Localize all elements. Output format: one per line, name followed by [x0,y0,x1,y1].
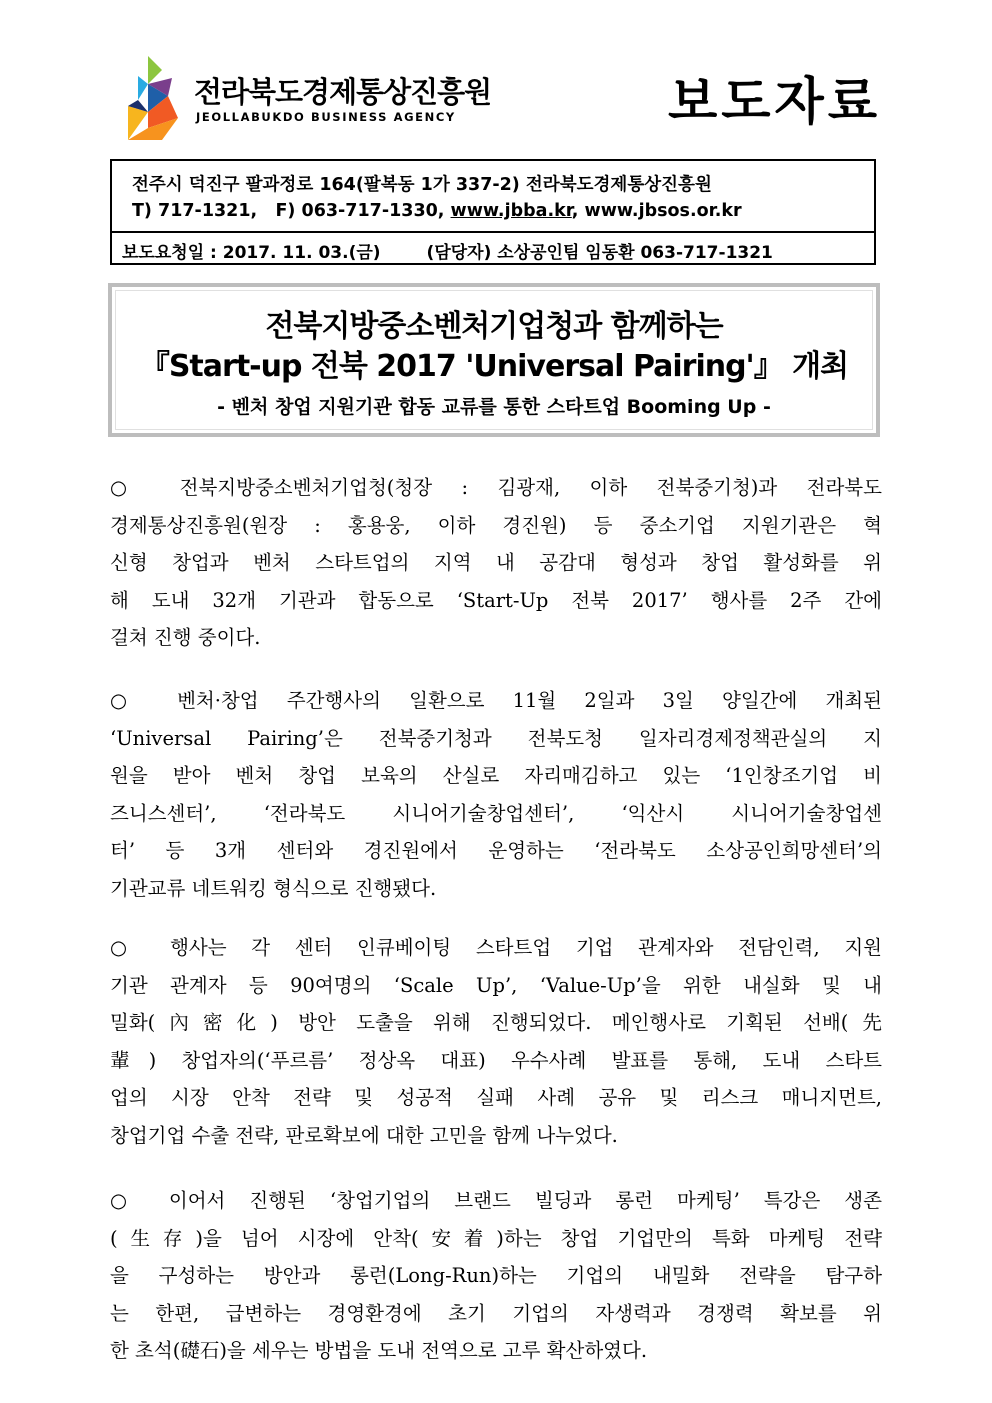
text-line: 해 도내 32개 기관과 합동으로 ‘Start-Up 전북 2017’ 행사를 2주 간에 [110,588,882,612]
org-logo [128,56,492,140]
text-line: 즈니스센터’, ‘전라북도 시니어기술창업센터’, ‘익산시 시니어기술창업센 [110,801,882,825]
request-line [122,238,773,263]
text-line: 터’ 등 3개 센터와 경진원에서 운영하는 ‘전라북도 소상공인희망센터’의 [110,839,882,863]
website-link-jbsos[interactable]: , www.jbsos.or.kr [571,201,742,221]
headline-box [108,283,880,437]
body-paragraph-1 [110,469,882,657]
text-line: 輩) 창업자의(‘푸르름’ 정상옥 대표) 우수사례 발표를 통해, 도내 스타트 [110,1048,882,1072]
text-line: 밀화(內密化) 방안 도출을 위해 진행되었다. 메인행사로 기획된 선배(先 [110,1011,882,1035]
text-line: 기관교류 네트워킹 형식으로 진행됐다. [110,876,437,900]
text-line: 한 초석(礎石)을 세우는 방법을 도내 전역으로 고루 확산하였다. [110,1339,648,1363]
fax: F) 063-717-1330, [275,201,445,221]
text-line: (生存)을 넘어 시장에 안착(安着)하는 창업 기업만의 특화 마케팅 전략 [110,1226,882,1250]
phone: T) 717-1321, [132,201,258,221]
request-date: 보도요청일 : 2017. 11. 03.(금) [122,243,381,263]
contact-info-box [110,159,876,265]
text-line: ‘Universal Pairing’은 전북중기청과 전북도청 일자리경제정책관실의 지 [110,726,882,750]
text-line: 경제통상진흥원(원장 : 홍용웅, 이하 경진원) 등 중소기업 지원기관은 혁 [110,513,882,537]
doc-type-title: 보도자료 [668,73,882,132]
text-line: ○ 이어서 진행된 ‘창업기업의 브랜드 빌딩과 롱런 마케팅’ 특강은 생존 [110,1189,882,1212]
text-line: 원을 받아 벤처 창업 보육의 산실로 자리매김하고 있는 ‘1인창조기업 비 [110,764,882,788]
body-paragraph-4 [110,1182,882,1370]
text-line: 창업기업 수출 전략, 판로확보에 대한 고민을 함께 나누었다. [110,1123,618,1147]
headline-line-2: 『Start-up 전북 2017 'Universal Pairing'』 개최 [139,349,849,384]
text-line: ○ 행사는 각 센터 인큐베이팅 스타트업 기업 관계자와 전담인력, 지원 [110,936,882,959]
text-line: 업의 시장 안착 전략 및 성공적 실패 사례 공유 및 리스크 매니지먼트, [110,1086,882,1110]
address: 전주시 덕진구 팔과정로 164(팔복동 1가 337-2) 전라북도경제통상진흥원 [132,175,712,195]
contact-line [132,201,742,221]
website-link-jbba[interactable]: www.jbba.kr [450,201,572,221]
body-paragraph-3 [110,929,882,1155]
org-name: 전라북도경제통상진흥원 [194,75,492,109]
org-name-en: JEOLLABUKDO BUSINESS AGENCY [196,110,456,124]
text-line: 신형 창업과 벤처 스타트업의 지역 내 공감대 형성과 창업 활성화를 위 [110,551,882,575]
headline-subtitle: - 벤처 창업 지원기관 합동 교류를 통한 스타트업 Booming Up - [217,396,771,418]
text-line: 걸쳐 진행 중이다. [110,626,261,650]
info-divider [112,231,874,233]
contact-person: (담당자) 소상공인팀 임동환 063-717-1321 [426,243,773,263]
text-line: ○ 전북지방중소벤처기업청(청장 : 김광재, 이하 전북중기청)과 전라북도 [110,476,882,499]
text-line: 기관 관계자 등 90여명의 ‘Scale Up’, ‘Value-Up’을 위한 내실화 및 내 [110,973,882,997]
body-paragraph-2 [110,682,882,908]
text-line: 는 한편, 급변하는 경영환경에 초기 기업의 자생력과 경쟁력 확보를 위 [110,1301,882,1325]
headline-line-1: 전북지방중소벤처기업청과 함께하는 [265,309,723,344]
text-line: ○ 벤처·창업 주간행사의 일환으로 11월 2일과 3일 양일간에 개최된 [110,689,882,712]
jbba-logo-icon [128,56,192,140]
text-line: 을 구성하는 방안과 롱런(Long-Run)하는 기업의 내밀화 전략을 탐구하 [110,1264,882,1288]
